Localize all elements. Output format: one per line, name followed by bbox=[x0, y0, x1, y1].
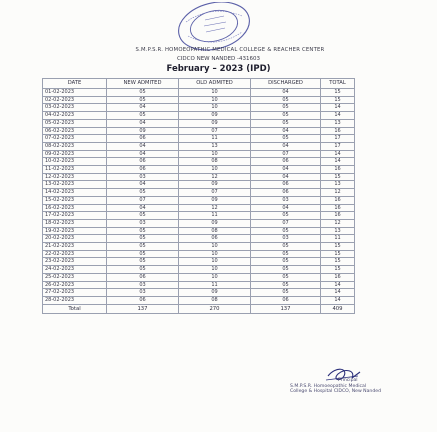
stamp-line-3: College & Hospital CIDCO, New Nanded bbox=[290, 389, 381, 395]
cell-discharged: 07 bbox=[251, 219, 321, 227]
total-total: 409 bbox=[321, 304, 355, 313]
ipd-table bbox=[42, 78, 355, 314]
cell-discharged: 05 bbox=[251, 112, 321, 120]
table-row bbox=[43, 112, 355, 120]
column-header-new-admitted: NEW ADMITED bbox=[107, 79, 179, 89]
cell-new-admitted: 03 bbox=[107, 219, 179, 227]
cell-date: 17-02-2023 bbox=[43, 212, 107, 220]
table-row bbox=[43, 104, 355, 112]
cell-discharged: 04 bbox=[251, 89, 321, 97]
table-row bbox=[43, 150, 355, 158]
cell-total: 14 bbox=[321, 281, 355, 289]
cell-total: 16 bbox=[321, 212, 355, 220]
cell-total: 16 bbox=[321, 196, 355, 204]
total-row bbox=[43, 304, 355, 313]
cell-total: 16 bbox=[321, 204, 355, 212]
cell-old-admitted: 09 bbox=[179, 289, 251, 297]
stamp-line-2: S.M.P.S.R. Homoeopathic Medical bbox=[290, 383, 367, 389]
column-header-total: TOTAL bbox=[321, 79, 355, 89]
cell-discharged: 05 bbox=[251, 243, 321, 251]
cell-old-admitted: 10 bbox=[179, 266, 251, 274]
cell-old-admitted: 07 bbox=[179, 189, 251, 197]
cell-new-admitted: 04 bbox=[107, 150, 179, 158]
cell-new-admitted: 09 bbox=[107, 127, 179, 135]
table-row bbox=[43, 181, 355, 189]
cell-old-admitted: 10 bbox=[179, 273, 251, 281]
cell-new-admitted: 06 bbox=[107, 296, 179, 304]
cell-old-admitted: 10 bbox=[179, 250, 251, 258]
cell-date: 14-02-2023 bbox=[43, 189, 107, 197]
table-row bbox=[43, 142, 355, 150]
table-row bbox=[43, 173, 355, 181]
table-row bbox=[43, 96, 355, 104]
table-row bbox=[43, 119, 355, 127]
table-row bbox=[43, 235, 355, 243]
cell-total: 12 bbox=[321, 219, 355, 227]
cell-total: 15 bbox=[321, 250, 355, 258]
column-header-old-admitted: OLD ADMITED bbox=[179, 79, 251, 89]
cell-old-admitted: 11 bbox=[179, 281, 251, 289]
cell-date: 27-02-2023 bbox=[43, 289, 107, 297]
cell-total: 17 bbox=[321, 135, 355, 143]
cell-total: 14 bbox=[321, 158, 355, 166]
cell-total: 16 bbox=[321, 166, 355, 174]
cell-new-admitted: 03 bbox=[107, 281, 179, 289]
cell-total: 15 bbox=[321, 96, 355, 104]
table-body bbox=[43, 89, 355, 305]
cell-new-admitted: 04 bbox=[107, 119, 179, 127]
college-name: S.M.P.S.R. HOMOEOPATHIC MEDICAL COLLEGE & REACHER CENTER bbox=[135, 47, 325, 53]
cell-new-admitted: 05 bbox=[107, 227, 179, 235]
total-label: Total bbox=[43, 304, 107, 313]
cell-new-admitted: 05 bbox=[107, 189, 179, 197]
cell-discharged: 05 bbox=[251, 104, 321, 112]
table-row bbox=[43, 196, 355, 204]
table-row bbox=[43, 258, 355, 266]
cell-total: 13 bbox=[321, 181, 355, 189]
cell-old-admitted: 09 bbox=[179, 112, 251, 120]
cell-date: 15-02-2023 bbox=[43, 196, 107, 204]
cell-total: 15 bbox=[321, 258, 355, 266]
cell-date: 24-02-2023 bbox=[43, 266, 107, 274]
cell-total: 12 bbox=[321, 189, 355, 197]
table-row bbox=[43, 296, 355, 304]
cell-discharged: 05 bbox=[251, 212, 321, 220]
cell-total: 13 bbox=[321, 227, 355, 235]
table-row bbox=[43, 219, 355, 227]
cell-date: 23-02-2023 bbox=[43, 258, 107, 266]
cell-discharged: 05 bbox=[251, 119, 321, 127]
cell-total: 11 bbox=[321, 235, 355, 243]
cell-total: 14 bbox=[321, 150, 355, 158]
cell-old-admitted: 12 bbox=[179, 204, 251, 212]
cell-discharged: 04 bbox=[251, 142, 321, 150]
cell-old-admitted: 09 bbox=[179, 119, 251, 127]
cell-old-admitted: 10 bbox=[179, 96, 251, 104]
cell-total: 13 bbox=[321, 119, 355, 127]
cell-total: 17 bbox=[321, 142, 355, 150]
total-new-admitted: 137 bbox=[107, 304, 179, 313]
stamp-line-1: Principal bbox=[338, 378, 358, 383]
cell-new-admitted: 05 bbox=[107, 258, 179, 266]
cell-discharged: 05 bbox=[251, 227, 321, 235]
cell-date: 08-02-2023 bbox=[43, 142, 107, 150]
cell-old-admitted: 10 bbox=[179, 166, 251, 174]
college-address: CIDCO NEW NANDED -431603 bbox=[176, 56, 261, 62]
cell-discharged: 04 bbox=[251, 173, 321, 181]
cell-date: 13-02-2023 bbox=[43, 181, 107, 189]
cell-new-admitted: 04 bbox=[107, 204, 179, 212]
cell-discharged: 05 bbox=[251, 273, 321, 281]
cell-new-admitted: 05 bbox=[107, 243, 179, 251]
cell-old-admitted: 10 bbox=[179, 104, 251, 112]
cell-date: 03-02-2023 bbox=[43, 104, 107, 112]
cell-total: 14 bbox=[321, 289, 355, 297]
cell-discharged: 06 bbox=[251, 189, 321, 197]
cell-date: 06-02-2023 bbox=[43, 127, 107, 135]
cell-old-admitted: 10 bbox=[179, 258, 251, 266]
cell-new-admitted: 04 bbox=[107, 181, 179, 189]
principal-stamp bbox=[290, 378, 390, 395]
cell-total: 14 bbox=[321, 296, 355, 304]
cell-new-admitted: 05 bbox=[107, 235, 179, 243]
cell-old-admitted: 08 bbox=[179, 158, 251, 166]
cell-discharged: 05 bbox=[251, 266, 321, 274]
cell-date: 01-02-2023 bbox=[43, 89, 107, 97]
cell-date: 22-02-2023 bbox=[43, 250, 107, 258]
table-row bbox=[43, 266, 355, 274]
cell-discharged: 07 bbox=[251, 150, 321, 158]
table-row bbox=[43, 189, 355, 197]
cell-old-admitted: 10 bbox=[179, 243, 251, 251]
cell-date: 05-02-2023 bbox=[43, 119, 107, 127]
cell-date: 16-02-2023 bbox=[43, 204, 107, 212]
cell-old-admitted: 09 bbox=[179, 196, 251, 204]
table-row bbox=[43, 135, 355, 143]
cell-discharged: 06 bbox=[251, 296, 321, 304]
cell-new-admitted: 05 bbox=[107, 250, 179, 258]
cell-date: 11-02-2023 bbox=[43, 166, 107, 174]
cell-total: 15 bbox=[321, 243, 355, 251]
cell-discharged: 04 bbox=[251, 204, 321, 212]
cell-old-admitted: 06 bbox=[179, 235, 251, 243]
cell-date: 28-02-2023 bbox=[43, 296, 107, 304]
cell-total: 15 bbox=[321, 266, 355, 274]
cell-date: 19-02-2023 bbox=[43, 227, 107, 235]
cell-date: 18-02-2023 bbox=[43, 219, 107, 227]
cell-new-admitted: 07 bbox=[107, 196, 179, 204]
report-title: February – 2023 (IPD) bbox=[166, 64, 271, 74]
cell-new-admitted: 06 bbox=[107, 273, 179, 281]
cell-old-admitted: 10 bbox=[179, 150, 251, 158]
table-row bbox=[43, 204, 355, 212]
column-header-discharged: DISCHARGED bbox=[251, 79, 321, 89]
cell-new-admitted: 05 bbox=[107, 112, 179, 120]
cell-old-admitted: 13 bbox=[179, 142, 251, 150]
table-row bbox=[43, 212, 355, 220]
cell-discharged: 04 bbox=[251, 127, 321, 135]
cell-discharged: 06 bbox=[251, 158, 321, 166]
cell-new-admitted: 04 bbox=[107, 104, 179, 112]
cell-date: 04-02-2023 bbox=[43, 112, 107, 120]
cell-date: 12-02-2023 bbox=[43, 173, 107, 181]
table-row bbox=[43, 250, 355, 258]
table-row bbox=[43, 227, 355, 235]
cell-new-admitted: 03 bbox=[107, 289, 179, 297]
table-row bbox=[43, 166, 355, 174]
cell-date: 09-02-2023 bbox=[43, 150, 107, 158]
cell-date: 20-02-2023 bbox=[43, 235, 107, 243]
cell-date: 26-02-2023 bbox=[43, 281, 107, 289]
cell-total: 14 bbox=[321, 104, 355, 112]
cell-discharged: 05 bbox=[251, 281, 321, 289]
table-row bbox=[43, 243, 355, 251]
total-discharged: 137 bbox=[251, 304, 321, 313]
cell-discharged: 03 bbox=[251, 196, 321, 204]
table-row bbox=[43, 89, 355, 97]
column-header-date: DATE bbox=[43, 79, 107, 89]
cell-old-admitted: 09 bbox=[179, 219, 251, 227]
cell-old-admitted: 11 bbox=[179, 135, 251, 143]
table-row bbox=[43, 273, 355, 281]
cell-total: 15 bbox=[321, 89, 355, 97]
cell-total: 16 bbox=[321, 273, 355, 281]
cell-new-admitted: 05 bbox=[107, 212, 179, 220]
cell-discharged: 05 bbox=[251, 258, 321, 266]
cell-date: 07-02-2023 bbox=[43, 135, 107, 143]
cell-date: 25-02-2023 bbox=[43, 273, 107, 281]
cell-discharged: 05 bbox=[251, 96, 321, 104]
cell-total: 14 bbox=[321, 112, 355, 120]
cell-discharged: 04 bbox=[251, 166, 321, 174]
cell-date: 21-02-2023 bbox=[43, 243, 107, 251]
table-header-row bbox=[43, 79, 355, 89]
cell-new-admitted: 03 bbox=[107, 173, 179, 181]
cell-date: 10-02-2023 bbox=[43, 158, 107, 166]
cell-new-admitted: 05 bbox=[107, 96, 179, 104]
cell-date: 02-02-2023 bbox=[43, 96, 107, 104]
cell-discharged: 05 bbox=[251, 135, 321, 143]
cell-old-admitted: 07 bbox=[179, 127, 251, 135]
total-old-admitted: 270 bbox=[179, 304, 251, 313]
cell-new-admitted: 04 bbox=[107, 142, 179, 150]
cell-discharged: 05 bbox=[251, 250, 321, 258]
cell-new-admitted: 06 bbox=[107, 166, 179, 174]
table-row bbox=[43, 289, 355, 297]
table-row bbox=[43, 281, 355, 289]
cell-old-admitted: 08 bbox=[179, 227, 251, 235]
cell-old-admitted: 09 bbox=[179, 181, 251, 189]
cell-total: 16 bbox=[321, 127, 355, 135]
cell-discharged: 03 bbox=[251, 235, 321, 243]
cell-new-admitted: 06 bbox=[107, 135, 179, 143]
cell-old-admitted: 10 bbox=[179, 89, 251, 97]
cell-new-admitted: 05 bbox=[107, 266, 179, 274]
cell-new-admitted: 05 bbox=[107, 89, 179, 97]
cell-old-admitted: 12 bbox=[179, 173, 251, 181]
table-row bbox=[43, 158, 355, 166]
cell-old-admitted: 08 bbox=[179, 296, 251, 304]
cell-total: 15 bbox=[321, 173, 355, 181]
table-row bbox=[43, 127, 355, 135]
cell-discharged: 05 bbox=[251, 289, 321, 297]
cell-old-admitted: 11 bbox=[179, 212, 251, 220]
cell-new-admitted: 06 bbox=[107, 158, 179, 166]
cell-discharged: 06 bbox=[251, 181, 321, 189]
